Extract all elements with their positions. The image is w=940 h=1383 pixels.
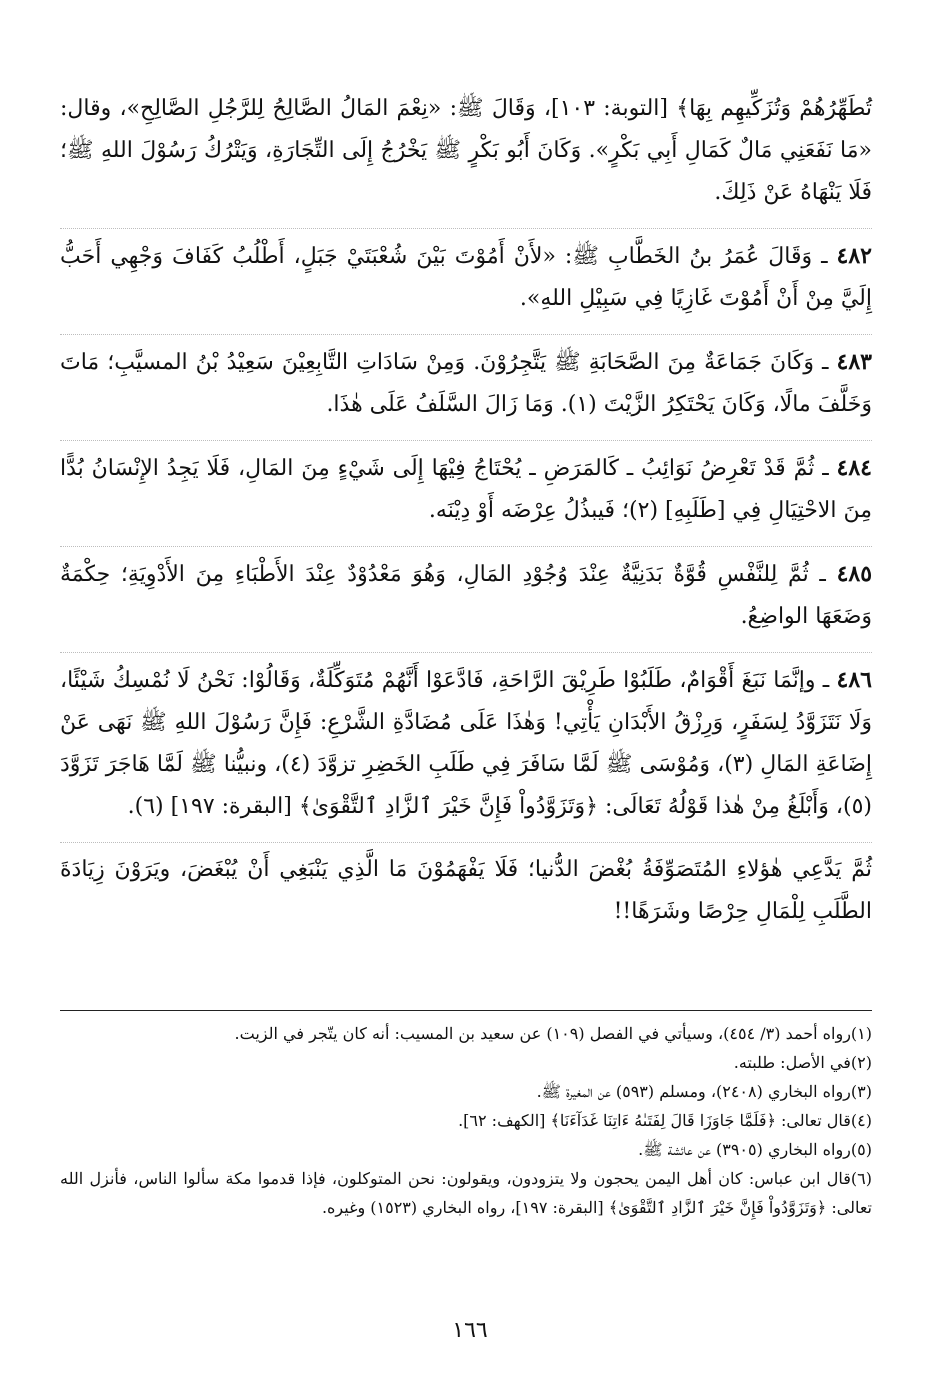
paragraph-text: ـ وَكَانَ جَمَاعَةٌ مِنَ الصَّحَابَةِ ﷺ يَتَّجِرُوْنَ. وَمِنْ سَادَاتِ التَّابِعِيْنَ سَعِيْدُ بْنُ المسيَّبِ؛ مَاتَ وَخَلَّفَ مالًا، وَكَانَ يَحْتَكِرُ الزَّيْتَ (١). وَمَا زَالَ السَّلَفُ عَلَى هٰذَا. [60,350,872,417]
paragraph-number: ٤٨٣ [836,349,872,375]
footnote-1: (١)رواه أحمد (٣/ ٤٥٤)، وسيأتي في الفصل (١٠٩) عن سعيد بن المسيب: أنه كان يتّجر في الزيت. [234,1024,872,1043]
paragraph-number: ٤٨٤ [836,455,872,481]
paragraph-text: ـ وَقَالَ عُمَرُ بنُ الخَطَّابِ ﷺ: «لأَنْ أَمُوْتَ بَيْنَ شُعْبَتَيْ جَبَلٍ، أَطْلُبُ كَفَافَ وَجْهِي أَحَبُّ إِلَيَّ مِنْ أَنْ أَمُوْتَ غَازِيًا فِي سَبِيْلِ اللهِ». [60,244,872,311]
paragraph-486 [60,659,872,843]
paragraph-482 [60,235,872,335]
footnotes [60,1010,872,1222]
paragraph-number: ٤٨٥ [836,561,873,587]
paragraph-number: ٤٨٢ [836,243,872,269]
paragraph-closing [60,849,872,947]
paragraph-485 [60,553,872,653]
paragraph-text: ـ ثُمَّ لِلنَّفْسِ قُوَّةٌ بَدَنِيَّةٌ عِنْدَ وُجُوْدِ المَالِ، وَهُوَ مَعْدُوْدٌ عِنْدَ الأَطْبَاءِ مِنَ الأَدْوِيَةِ؛ حِكْمَةٌ وَضَعَهَا الواضِعُ. [60,562,872,629]
paragraph-text: ـ وإنَّمَا نَبَغَ أَقْوَامٌ، طَلَبُوْا طَرِيْقَ الرَّاحَةِ، فَادَّعَوْا أَنَّهُمْ مُتَوَكِّلَةٌ، وَقَالُوْا: نَحْنُ لَا نُمْسِكُ شَيْئًا، وَلَا نَتَزَوَّدُ لِسَفَرٍ، وَرِزْقُ الأَبْدَانِ يَأْتِي! وَهٰذَا عَلَى مُضَادَّةِ الشَّرْعِ: فَإِنَّ رَسُوْلَ اللهِ ﷺ نَهَى عَنْ إِضَاعَةِ المَالِ (٣)، وَمُوْسَى ﷺ لَمَّا سَافَرَ فِي طَلَبِ الخَضِرِ تزوَّدَ (٤)، ونبيُّنا ﷺ لَمَّا هَاجَرَ تَزَوَّدَ (٥)، وَأَبْلَغُ مِنْ هٰذا قَوْلُهُ تَعَالَى: ﴿وَتَزَوَّدُواْ فَإِنَّ خَيْرَ ٱلزَّادِ ٱلتَّقْوَىٰ﴾ [البقرة: ١٩٧] (٦). [60,668,872,819]
paragraph-continuation [60,88,872,229]
footnote-6: (٦)قال ابن عباس: كان أهل اليمن يحجون ولا يتزودون، ويقولون: نحن المتوكلون، فإذا قدموا مكة سألوا الناس، فأنزل الله تعالى: ﴿وَتَزَوَّدُواْ فَإِنَّ خَيْرَ ٱلزَّادِ ٱلتَّقْوَىٰ﴾ [البقرة: ١٩٧]، رواه البخاري (١٥٢٣) وغيره. [60,1169,872,1217]
page-number: ١٦٦ [452,1318,488,1343]
footnote-3: (٣)رواه البخاري (٢٤٠٨)، ومسلم (٥٩٣) عن المغيرة ﷺ. [536,1082,872,1101]
main-text [60,88,872,953]
paragraph-text: تُطَهِّرُهُمْ وَتُزَكِّيهِم بِهَا﴾ [التوبة: ١٠٣]، وَقَالَ ﷺ: «نِعْمَ المَالُ الصَّالِحُ لِلرَّجُلِ الصَّالِحِ»، وقال: «مَا نَفَعَنِي مَالٌ كَمَالِ أَبِي بَكْرٍ». وَكَانَ أَبُو بَكْرٍ ﷺ يَخْرُجُ إِلَى التِّجَارَةِ، وَيَتْرُكُ رَسُوْلَ اللهِ ﷺ؛ فَلَا يَنْهَاهُ عَنْ ذَلِكَ. [60,96,872,205]
footnote-2: (٢)في الأصل: طلبته. [733,1053,872,1072]
paragraph-text: ـ ثُمَّ قَدْ تَعْرِضُ نَوَائِبُ ـ كَالمَرَضِ ـ يُحْتَاجُ فِيْهَا إِلَى شَيْءٍ مِنَ المَالِ، فَلَا يَجِدُ الإِنْسَانُ بُدًّا مِنَ الاحْتِيَالِ فِي [طَلَبِهِ] (٢)؛ فَيبذُلُ عِرْضَه أَوْ دِيْنَه. [60,456,872,523]
paragraph-number: ٤٨٦ [836,667,872,693]
footnote-4: (٤)قال تعالى: ﴿فَلَمَّا جَاوَزَا قَالَ لِفَتَىٰهُ ءَاتِنَا غَدَآءَنَا﴾ [الكهف: ٦٢]. [458,1111,872,1130]
paragraph-483 [60,341,872,441]
footnote-5: (٥)رواه البخاري (٣٩٠٥) عن عائشة ﷺ. [638,1140,872,1159]
paragraph-484 [60,447,872,547]
paragraph-text: ثُمَّ يَدَّعِي هٰؤلاءِ المُتَصَوِّفَةُ بُغْضَ الدُّنيا؛ فَلَا يَفْهَمُوْنَ مَا الَّذِي يَنْبَغِي أَنْ يُبْغَضَ، ويَرَوْنَ زِيَادَةَ الطَّلَبِ لِلْمَالِ حِرْصًا وشَرَهًا!! [60,857,872,924]
